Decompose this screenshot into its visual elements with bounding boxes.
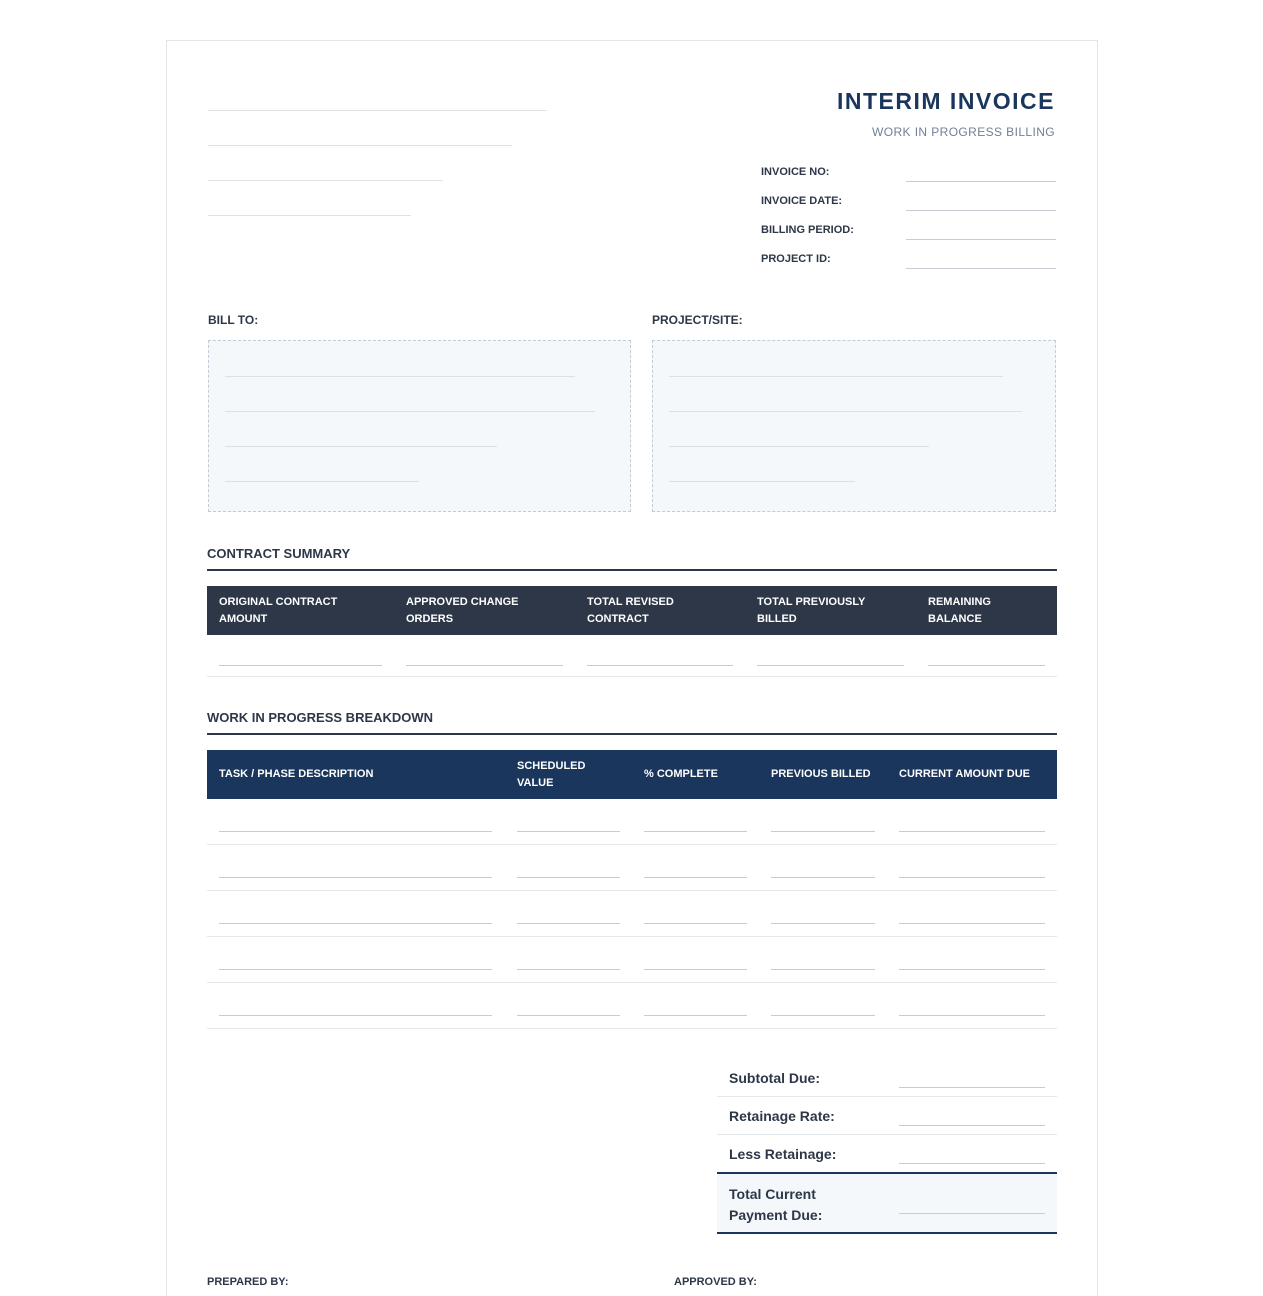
invoice-page <box>166 40 1098 1296</box>
company-address-line[interactable] <box>208 145 512 146</box>
project-id-label: PROJECT ID: <box>761 253 831 265</box>
bill-to-line[interactable] <box>225 376 575 377</box>
col-remaining-balance: REMAINING BALANCE <box>928 595 991 625</box>
total-revised-field[interactable] <box>587 665 733 666</box>
current-amount-due-field[interactable] <box>899 969 1045 970</box>
table-row-separator <box>207 844 1057 845</box>
retainage-rate-field[interactable] <box>899 1125 1045 1126</box>
invoice-no-label: INVOICE NO: <box>761 166 830 178</box>
previous-billed-field[interactable] <box>771 877 875 878</box>
total-previously-billed-field[interactable] <box>757 665 904 666</box>
company-name-line[interactable] <box>208 110 547 111</box>
current-amount-due-field[interactable] <box>899 1015 1045 1016</box>
table-row-separator <box>207 890 1057 891</box>
bill-to-line[interactable] <box>225 446 497 447</box>
current-amount-due-field[interactable] <box>899 831 1045 832</box>
col-scheduled-value: SCHEDULED VALUE <box>517 759 586 789</box>
col-current-amount-due: CURRENT AMOUNT DUE <box>899 768 1030 780</box>
percent-complete-field[interactable] <box>644 923 747 924</box>
bill-to-box[interactable] <box>208 340 631 512</box>
billing-period-field[interactable] <box>906 239 1056 240</box>
percent-complete-field[interactable] <box>644 1015 747 1016</box>
task-description-field[interactable] <box>219 923 492 924</box>
task-description-field[interactable] <box>219 831 492 832</box>
invoice-subtitle: WORK IN PROGRESS BILLING <box>872 125 1055 139</box>
bill-to-label: BILL TO: <box>208 313 259 327</box>
total-payment-label: Total Current Payment Due: <box>729 1186 823 1223</box>
scheduled-value-field[interactable] <box>517 923 620 924</box>
col-original-contract: ORIGINAL CONTRACT AMOUNT <box>219 595 338 625</box>
wip-header <box>207 750 1057 799</box>
totals-separator <box>717 1134 1057 1135</box>
prepared-by-label: PREPARED BY: <box>207 1276 289 1288</box>
invoice-title: INTERIM INVOICE <box>836 88 1055 114</box>
col-approved-change-orders: APPROVED CHANGE ORDERS <box>406 595 519 625</box>
project-id-field[interactable] <box>906 268 1056 269</box>
table-row-separator <box>207 982 1057 983</box>
company-contact-line[interactable] <box>208 215 411 216</box>
invoice-date-label: INVOICE DATE: <box>761 195 843 207</box>
wip-rule <box>207 733 1057 735</box>
approved-change-orders-field[interactable] <box>406 665 563 666</box>
table-row-separator <box>207 1028 1057 1029</box>
task-description-field[interactable] <box>219 969 492 970</box>
approved-by-label: APPROVED BY: <box>674 1276 757 1288</box>
billing-period-label: BILLING PERIOD: <box>761 224 854 236</box>
scheduled-value-field[interactable] <box>517 831 620 832</box>
previous-billed-field[interactable] <box>771 831 875 832</box>
col-total-revised: TOTAL REVISED CONTRACT <box>587 595 674 625</box>
scheduled-value-field[interactable] <box>517 969 620 970</box>
bill-to-line[interactable] <box>225 411 595 412</box>
current-amount-due-field[interactable] <box>899 877 1045 878</box>
project-site-line[interactable] <box>669 481 855 482</box>
subtotal-field[interactable] <box>899 1087 1045 1088</box>
project-site-label: PROJECT/SITE: <box>652 313 743 327</box>
company-city-line[interactable] <box>208 180 443 181</box>
current-amount-due-field[interactable] <box>899 923 1045 924</box>
task-description-field[interactable] <box>219 1015 492 1016</box>
row-separator <box>207 676 1057 677</box>
scheduled-value-field[interactable] <box>517 877 620 878</box>
remaining-balance-field[interactable] <box>928 665 1045 666</box>
table-row-separator <box>207 936 1057 937</box>
total-payment-box <box>717 1172 1057 1234</box>
col-previous-billed: PREVIOUS BILLED <box>771 768 871 780</box>
project-site-box[interactable] <box>652 340 1056 512</box>
less-retainage-label: Less Retainage: <box>729 1146 837 1162</box>
retainage-rate-label: Retainage Rate: <box>729 1108 835 1124</box>
invoice-no-field[interactable] <box>906 181 1056 182</box>
col-percent-complete: % COMPLETE <box>644 768 718 780</box>
total-payment-field[interactable] <box>899 1213 1045 1214</box>
project-site-line[interactable] <box>669 376 1003 377</box>
previous-billed-field[interactable] <box>771 1015 875 1016</box>
project-site-line[interactable] <box>669 446 929 447</box>
previous-billed-field[interactable] <box>771 969 875 970</box>
contract-summary-title: CONTRACT SUMMARY <box>207 546 351 561</box>
less-retainage-field[interactable] <box>899 1163 1045 1164</box>
invoice-date-field[interactable] <box>906 210 1056 211</box>
project-site-line[interactable] <box>669 411 1022 412</box>
task-description-field[interactable] <box>219 877 492 878</box>
percent-complete-field[interactable] <box>644 831 747 832</box>
percent-complete-field[interactable] <box>644 969 747 970</box>
col-task-description: TASK / PHASE DESCRIPTION <box>219 768 374 780</box>
percent-complete-field[interactable] <box>644 877 747 878</box>
col-total-previously-billed: TOTAL PREVIOUSLY BILLED <box>757 595 866 625</box>
totals-separator <box>717 1096 1057 1097</box>
contract-summary-rule <box>207 569 1057 571</box>
previous-billed-field[interactable] <box>771 923 875 924</box>
subtotal-label: Subtotal Due: <box>729 1070 820 1086</box>
original-contract-field[interactable] <box>219 665 382 666</box>
contract-summary-header <box>207 586 1057 635</box>
wip-title: WORK IN PROGRESS BREAKDOWN <box>207 710 434 725</box>
bill-to-line[interactable] <box>225 481 419 482</box>
scheduled-value-field[interactable] <box>517 1015 620 1016</box>
